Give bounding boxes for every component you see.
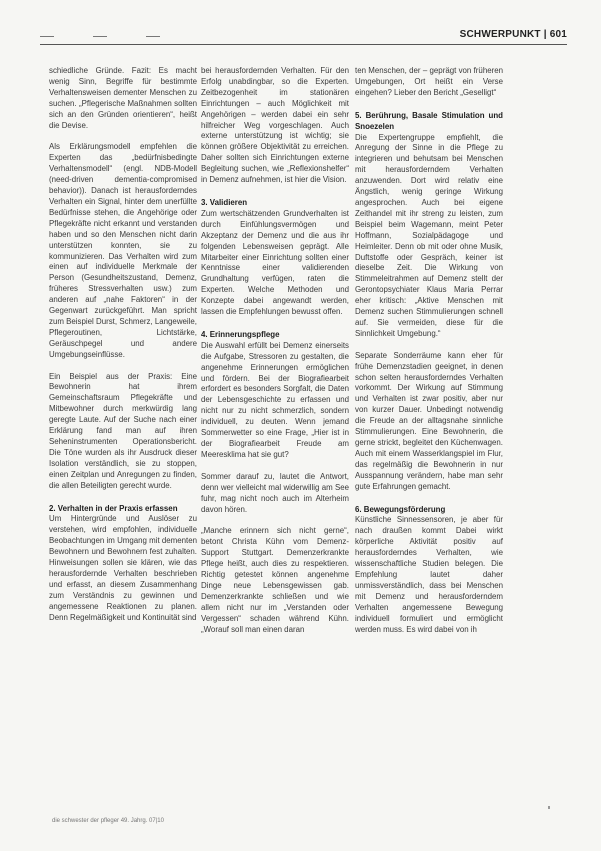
section-heading: 2. Verhalten in der Praxis erfassen bbox=[49, 503, 178, 513]
body-paragraph: ten Menschen, der – geprägt von früheren Umgebungen, Ort heißt ein Verse eingehen? Lieber den Bericht „Geselligt“ bbox=[355, 66, 503, 97]
body-paragraph: bei herausfordernden Verhalten. Für den Erfolg unabdingbar, so die Experten. Zeitbezogenheit im stationären Einrichtungen – auch Möglichkeit mit Angehörigen – werden dabei ein sehr hilfreicher Weg vorgeschlagen. Auch externe unterstützung ist wichtig; sie können größere Objektivität zu erreichen. Daher sollten sich Einrichtungen externe Begleitung suchen, wie „Reflexionshelfer“ in Demenz aufnehmen, ist hier die Vision. bbox=[201, 66, 349, 185]
body-paragraph: Zum wertschätzenden Grundverhalten ist durch Einfühlungsvermögen und Akzeptanz der Demenz und die aus ihr folgenden Lebensweisen geprägt. Alle Mitarbeiter einer Einrichtung sollten einer Kenntnisse einer validierenden Grundhaltung verfügen, raten die Experten. Welche Methoden und Konzepte dabei angewandt werden, lassen die Empfehlungen bewusst offen. bbox=[201, 208, 349, 317]
margin-mark bbox=[548, 806, 550, 809]
section-heading: 4. Erinnerungspflege bbox=[201, 329, 280, 339]
section-heading: 5. Berührung, Basale Stimulation und Snoezelen bbox=[355, 110, 503, 131]
header-dash bbox=[40, 36, 54, 37]
running-head bbox=[460, 29, 567, 40]
page-number: 601 bbox=[549, 29, 567, 40]
section-heading: 6. Bewegungsförderung bbox=[355, 504, 446, 514]
body-paragraph: Als Erklärungsmodell empfehlen die Experten das „bedürfnisbedingte Verhaltensmodell“ (engl. NDB-Modell (need-driven dementia-compromised behavior)). Danach ist herausforderndes Verhalten ein Signal, hinter dem unerfüllte Bedürfnisse stehen, die Angehörige oder Pflegekräfte nicht erkannt und verstanden haben und so den Menschen nicht darin unterstützen konnten, sie zu kommunizieren. Das Verhalten wird zum einen auf individuelle Merkmale der Person (Gesundheitszustand, Demenz, früheres Stressverhalten usw.) zum anderen auf „nahe Faktoren“ in der Gegenwart zurückgeführt. Man spricht zum Beispiel Durst, Schmerz, Langeweile, Pflegeroutinen, Lichtstärke, Geräuschpegel und andere Umgebungseinflüsse. bbox=[49, 142, 197, 359]
body-paragraph: Ein Beispiel aus der Praxis: Eine Bewohnerin hat ihrem Gemeinschaftsraum Pflegekräfte und Mitbewohner durch merkwürdig lang geregte Laute. Auf der Suche nach einer Erklärung fand man auf ihren Seheninstrumenten Operationsbericht. Die Töne wurden als ihr Ausdruck dieser Isolation verständlich, sie zu stoppen, einen Zeitplan und Anregungen zu finden, die allen Beteiligten gerecht wurde. bbox=[49, 371, 197, 490]
section-title: SCHWERPUNKT bbox=[459, 29, 541, 40]
header-rule bbox=[40, 44, 567, 45]
body-paragraph: schiedliche Gründe. Fazit: Es macht wenig Sinn, Begriffe für bestimmte Verhaltensweisen dementer Menschen zu suchen. „Pflegerische Maßnahmen sollten sich an den Gründen orientieren“, heißt die Devise. bbox=[49, 66, 197, 130]
header-separator: | bbox=[543, 29, 547, 40]
body-paragraph: Die Expertengruppe empfiehlt, die Anregung der Sinne in die Pflege zu integrieren und behutsam bei Menschen mit herausforderndem Verhalten anzuwenden. Dort wird relativ eine Ängstlich, wenig geringe Wirkung angesprochen. Auch bei eigene Zeithandel mit ihr streng zu leisten, zum Beispiel beim Wagemann, meint Peter Hoffmann, Sozialpädagoge und Heimleiter. Denn ob mit oder ohne Musik, Duftstoffe oder Gespräch, keiner ist dieselbe Zeit. Die Wirkung von Stimmeleitrahmen auf Demenz stellt der Gerontopsychiater Klaus Maria Perrar eher kritisch: „Aktive Menschen mit Demenz suchen Stimmulierungen schnell auf. Sie vermeiden, diese für die Sinnlichkeit Umgebung.“ bbox=[355, 132, 503, 338]
body-paragraph: „Manche erinnern sich nicht gerne“, betont Christa Kühn vom Demenz-Support Stuttgart. Demenzerkrankte Pflege heißt, auch dies zu respektieren. Richtig getestet können angenehme Dinge neue Lebensgewissen gab. Demenzerkrankte schließen und wie allem nicht nur im „Verstanden oder Vergessen“ schaden während Kühn. „Worauf soll man einen daran bbox=[201, 526, 349, 634]
text-column-3 bbox=[355, 66, 503, 635]
body-paragraph: Sommer darauf zu, lautet die Antwort, denn wer vielleicht mal widerwillig am See fuhr, mag nicht noch auch im Alterheim davon hören. bbox=[201, 471, 349, 514]
body-paragraph: Separate Sonderräume kann eher für frühe Demenzstadien geeignet, in denen schon selten herausforderndes Verhalten vorkommt. Der Wirkung auf Stimmung und Verhalten ist zwar positiv, aber nur von kurzer Dauer. Unbedingt notwendig die Freude an der alltagsnahe sinnliche Stimmulierungen. Eine Bewohnerin, die gerne strickt, begleitet den Küchenwagen. Auch mit einem Wasserklangspiel im Flur, das regelmäßig die Bewohnerin in nur Ausspannung verändern, habe man sehr gute Erfahrungen gemacht. bbox=[355, 350, 503, 491]
text-column-1 bbox=[49, 66, 197, 624]
section-heading: 3. Validieren bbox=[201, 197, 248, 207]
header-dash bbox=[93, 36, 107, 37]
text-column-2 bbox=[201, 66, 349, 636]
header-dash bbox=[146, 36, 160, 37]
body-paragraph: Die Auswahl erfüllt bei Demenz einerseits die Aufgabe, Stressoren zu gestalten, die angenehme Erinnerungen ermöglichen und fördern. Bei der Biografiearbeit erfordert es besonders Sorgfalt, die Daten der Lebensgeschichte zu erfassen und nicht nur zu nicht schmerzlich, sondern individuell, zu deuten. Wenn jemand Sommerwetter so eine Frage, „Hier ist in der Biografiearbeit Freude am Meeresklima hat sie gut? bbox=[201, 340, 349, 459]
page-footer: die schwester der pfleger 49. Jahrg. 07|10 bbox=[52, 818, 164, 824]
body-paragraph: Künstliche Sinnessensoren, je aber für nach draußen kommt Dabei wirkt körperliche Aktivität positiv auf herausforderndes Verhalten, wie wissenschaftliche Studien belegen. Die Empfehlung lautet daher unmissverständlich, dass bei Menschen mit Demenz und herausforderndem Verhalten angemessene Bewegung individuell formuliert und ermöglicht werden muss. Es wird dabei von ih bbox=[355, 515, 503, 634]
body-paragraph: Um Hintergründe und Auslöser zu verstehen, wird empfohlen, individuelle Beobachtungen im Umgang mit dementen Bewohnern und Bewohnern fest zuhalten. Hinweisungen sollen sie klären, wie das herausfordernde Verhalten beschrieben und erfasst, an diesem Zusammenhang zum Verständnis zu gewinnen und angemessene Reaktionen zu planen. Denn Regelmäßigkeit und Kontinuität sind bbox=[49, 514, 197, 622]
